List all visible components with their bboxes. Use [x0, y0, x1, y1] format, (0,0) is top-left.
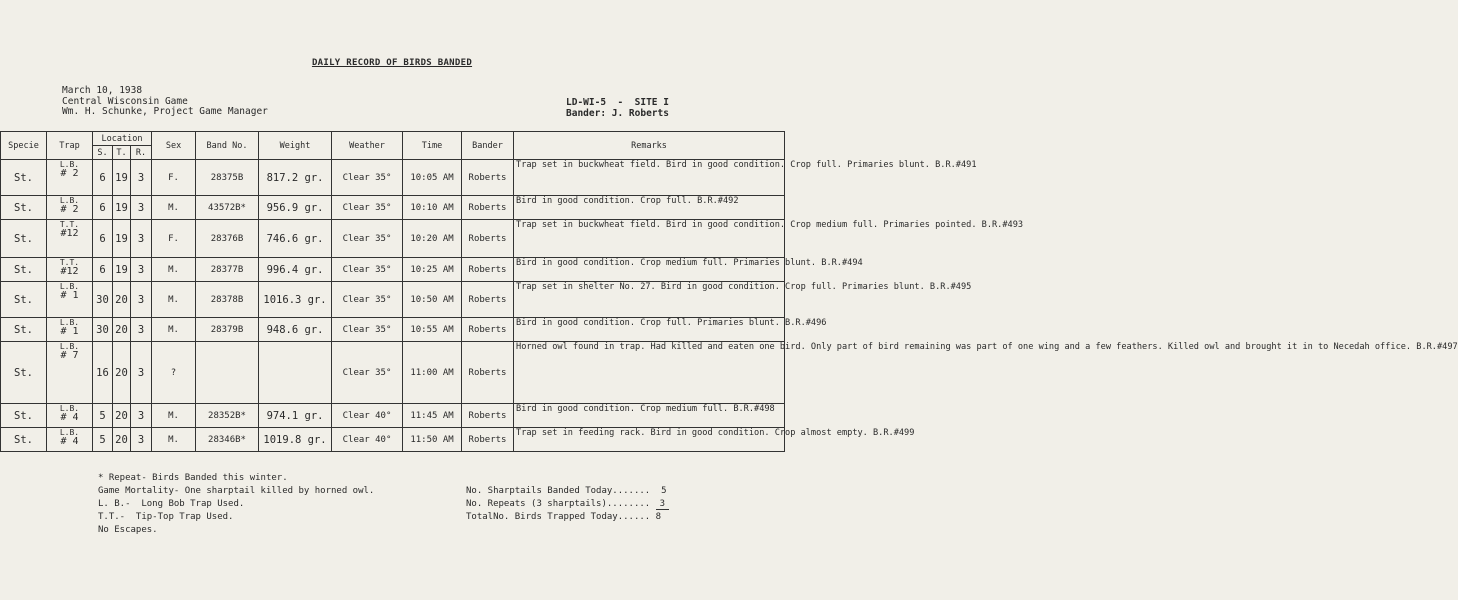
species-cell: St.	[1, 258, 47, 282]
remarks-cell: Horned owl found in trap. Had killed and eaten one bird. Only part of bird remaining was part of one wing and a few feathers. Killed owl and brought it in to Necedah office. B.R.#497	[514, 342, 785, 404]
trap-cell	[47, 342, 93, 404]
weight-cell: 746.6 gr.	[259, 220, 332, 258]
weather-cell: Clear 35°	[332, 220, 403, 258]
time-cell: 11:50 AM	[403, 428, 462, 452]
trap-type: T.T.	[59, 220, 80, 229]
bander-cell: Roberts	[462, 342, 514, 404]
remarks-cell: Bird in good condition. Crop medium full. B.R.#498	[514, 404, 785, 428]
trap-type: L.B.	[59, 196, 80, 205]
remarks-cell: Bird in good condition. Crop medium full. Primaries blunt. B.R.#494	[514, 258, 785, 282]
range-cell: 3	[131, 342, 152, 404]
header-project: Central Wisconsin Game	[62, 95, 188, 107]
sharptails-label: No. Sharptails Banded Today.......	[466, 486, 651, 496]
range-cell: 3	[131, 258, 152, 282]
weather-cell: Clear 40°	[332, 428, 403, 452]
band-cell: 43572B*	[196, 196, 259, 220]
table-row	[1, 282, 785, 318]
trap-number: # 4	[60, 436, 79, 447]
range-cell: 3	[131, 160, 152, 196]
col-time: Time	[403, 132, 462, 160]
table-row	[1, 318, 785, 342]
weather-cell: Clear 35°	[332, 342, 403, 404]
table-row	[1, 404, 785, 428]
header-left	[62, 86, 268, 118]
range-cell: 3	[131, 318, 152, 342]
band-cell: 28376B	[196, 220, 259, 258]
band-cell: 28375B	[196, 160, 259, 196]
species-cell: St.	[1, 342, 47, 404]
trap-type: L.B.	[59, 318, 80, 327]
section-cell: 6	[93, 196, 113, 220]
species-cell: St.	[1, 282, 47, 318]
band-cell: 28377B	[196, 258, 259, 282]
note-tip-top: T.T.- Tip-Top Trap Used.	[98, 512, 234, 522]
township-cell: 20	[113, 428, 131, 452]
species-cell: St.	[1, 428, 47, 452]
col-weather: Weather	[332, 132, 403, 160]
weather-cell: Clear 35°	[332, 258, 403, 282]
weather-cell: Clear 40°	[332, 404, 403, 428]
trap-number: #12	[60, 228, 79, 239]
band-cell: 28352B*	[196, 404, 259, 428]
range-cell: 3	[131, 404, 152, 428]
weight-cell: 974.1 gr.	[259, 404, 332, 428]
sex-cell: M.	[152, 318, 196, 342]
trap-number: # 2	[60, 168, 79, 179]
trap-type: T.T.	[59, 258, 80, 267]
bander-cell: Roberts	[462, 258, 514, 282]
note-repeat: * Repeat- Birds Banded this winter.	[98, 473, 288, 483]
bander-cell: Roberts	[462, 160, 514, 196]
table-row	[1, 220, 785, 258]
table-row	[1, 160, 785, 196]
time-cell: 10:25 AM	[403, 258, 462, 282]
col-range: R.	[131, 146, 152, 160]
col-section: S.	[93, 146, 113, 160]
township-cell: 19	[113, 220, 131, 258]
species-cell: St.	[1, 220, 47, 258]
section-cell: 6	[93, 220, 113, 258]
trap-cell	[47, 196, 93, 220]
weight-cell: 1016.3 gr.	[259, 282, 332, 318]
band-cell: 28378B	[196, 282, 259, 318]
note-mortality: Game Mortality- One sharptail killed by horned owl.	[98, 486, 375, 496]
weight-cell: 956.9 gr.	[259, 196, 332, 220]
weather-cell: Clear 35°	[332, 282, 403, 318]
remarks-cell: Trap set in buckwheat field. Bird in good condition. Crop medium full. Primaries pointed. B.R.#493	[514, 220, 785, 258]
trap-number: # 4	[60, 412, 79, 423]
bander-cell: Roberts	[462, 404, 514, 428]
trap-number: # 2	[60, 204, 79, 215]
note-long-bob: L. B.- Long Bob Trap Used.	[98, 499, 245, 509]
time-cell: 11:00 AM	[403, 342, 462, 404]
header-right	[566, 98, 669, 119]
repeats-label: No. Repeats (3 sharptails)........	[466, 499, 651, 509]
header-manager: Wm. H. Schunke, Project Game Manager	[62, 106, 268, 117]
col-species: Specie	[1, 132, 47, 160]
section-cell: 30	[93, 282, 113, 318]
range-cell: 3	[131, 220, 152, 258]
time-cell: 10:20 AM	[403, 220, 462, 258]
sex-cell: M.	[152, 258, 196, 282]
trap-number: # 1	[60, 326, 79, 337]
remarks-cell: Trap set in shelter No. 27. Bird in good condition. Crop full. Primaries blunt. B.R.#495	[514, 282, 785, 318]
time-cell: 11:45 AM	[403, 404, 462, 428]
table-row	[1, 342, 785, 404]
total-repeats	[466, 498, 669, 511]
trap-cell	[47, 404, 93, 428]
bander-cell: Roberts	[462, 428, 514, 452]
col-remarks: Remarks	[514, 132, 785, 160]
table-body	[1, 160, 1458, 452]
footer-notes	[98, 472, 374, 537]
township-cell: 19	[113, 160, 131, 196]
sex-cell: M.	[152, 428, 196, 452]
section-cell: 30	[93, 318, 113, 342]
trap-cell	[47, 160, 93, 196]
header-site: LD-WI-5 - SITE I	[566, 97, 669, 108]
trap-number: # 7	[60, 350, 79, 361]
species-cell: St.	[1, 404, 47, 428]
bander-cell: Roberts	[462, 220, 514, 258]
band-cell: 28346B*	[196, 428, 259, 452]
section-cell: 6	[93, 258, 113, 282]
band-cell	[196, 342, 259, 404]
document-title: DAILY RECORD OF BIRDS BANDED	[311, 58, 473, 68]
col-weight: Weight	[259, 132, 332, 160]
note-escapes: No Escapes.	[98, 525, 158, 535]
range-cell: 3	[131, 282, 152, 318]
species-cell: St.	[1, 318, 47, 342]
section-cell: 6	[93, 160, 113, 196]
trap-number: # 1	[60, 290, 79, 301]
total-birds	[466, 511, 669, 524]
trap-type: L.B.	[59, 342, 80, 351]
species-cell: St.	[1, 160, 47, 196]
township-cell: 20	[113, 404, 131, 428]
range-cell: 3	[131, 196, 152, 220]
sharptails-value: 5	[661, 486, 667, 496]
time-cell: 10:10 AM	[403, 196, 462, 220]
bander-cell: Roberts	[462, 196, 514, 220]
remarks-cell: Trap set in feeding rack. Bird in good condition. Crop almost empty. B.R.#499	[514, 428, 785, 452]
band-cell: 28379B	[196, 318, 259, 342]
remarks-cell: Bird in good condition. Crop full. Primaries blunt. B.R.#496	[514, 318, 785, 342]
time-cell: 10:05 AM	[403, 160, 462, 196]
trap-cell	[47, 282, 93, 318]
weight-cell: 1019.8 gr.	[259, 428, 332, 452]
weight-cell: 948.6 gr.	[259, 318, 332, 342]
time-cell: 10:55 AM	[403, 318, 462, 342]
trap-type: L.B.	[59, 404, 80, 413]
sex-cell: M.	[152, 282, 196, 318]
trap-type: L.B.	[59, 160, 80, 169]
col-sex: Sex	[152, 132, 196, 160]
weight-cell: 817.2 gr.	[259, 160, 332, 196]
weather-cell: Clear 35°	[332, 318, 403, 342]
township-cell: 20	[113, 318, 131, 342]
trap-cell	[47, 258, 93, 282]
township-cell: 19	[113, 196, 131, 220]
sex-cell: M.	[152, 196, 196, 220]
remarks-cell: Bird in good condition. Crop full. B.R.#492	[514, 196, 785, 220]
bander-cell: Roberts	[462, 282, 514, 318]
col-bander: Bander	[462, 132, 514, 160]
table-row	[1, 196, 785, 220]
trap-cell	[47, 220, 93, 258]
trap-type: L.B.	[59, 428, 80, 437]
township-cell: 20	[113, 342, 131, 404]
species-cell: St.	[1, 196, 47, 220]
total-label: TotalNo. Birds Trapped Today......	[466, 512, 651, 522]
range-cell: 3	[131, 428, 152, 452]
col-band: Band No.	[196, 132, 259, 160]
header-date: March 10, 1938	[62, 85, 143, 96]
total-value: 8	[655, 512, 662, 522]
weather-cell: Clear 35°	[332, 196, 403, 220]
banding-table	[0, 131, 1458, 452]
table-row	[1, 258, 785, 282]
header-bander: Bander: J. Roberts	[566, 107, 669, 119]
repeats-value: 3	[656, 499, 669, 510]
sex-cell: M.	[152, 404, 196, 428]
section-cell: 5	[93, 404, 113, 428]
table-row	[1, 428, 785, 452]
remarks-cell: Trap set in buckwheat field. Bird in good condition. Crop full. Primaries blunt. B.R.#491	[514, 160, 785, 196]
sex-cell: F.	[152, 160, 196, 196]
bander-cell: Roberts	[462, 318, 514, 342]
trap-cell	[47, 428, 93, 452]
trap-type: L.B.	[59, 282, 80, 291]
trap-number: #12	[60, 266, 79, 277]
time-cell: 10:50 AM	[403, 282, 462, 318]
township-cell: 20	[113, 282, 131, 318]
total-sharptails	[466, 485, 669, 498]
footer-totals	[466, 485, 669, 524]
section-cell: 5	[93, 428, 113, 452]
sex-cell: F.	[152, 220, 196, 258]
weight-cell	[259, 342, 332, 404]
section-cell: 16	[93, 342, 113, 404]
trap-cell	[47, 318, 93, 342]
col-trap: Trap	[47, 132, 93, 160]
col-township: T.	[113, 146, 131, 160]
weight-cell: 996.4 gr.	[259, 258, 332, 282]
sex-cell: ?	[152, 342, 196, 404]
col-location: Location	[93, 132, 152, 146]
weather-cell: Clear 35°	[332, 160, 403, 196]
township-cell: 19	[113, 258, 131, 282]
